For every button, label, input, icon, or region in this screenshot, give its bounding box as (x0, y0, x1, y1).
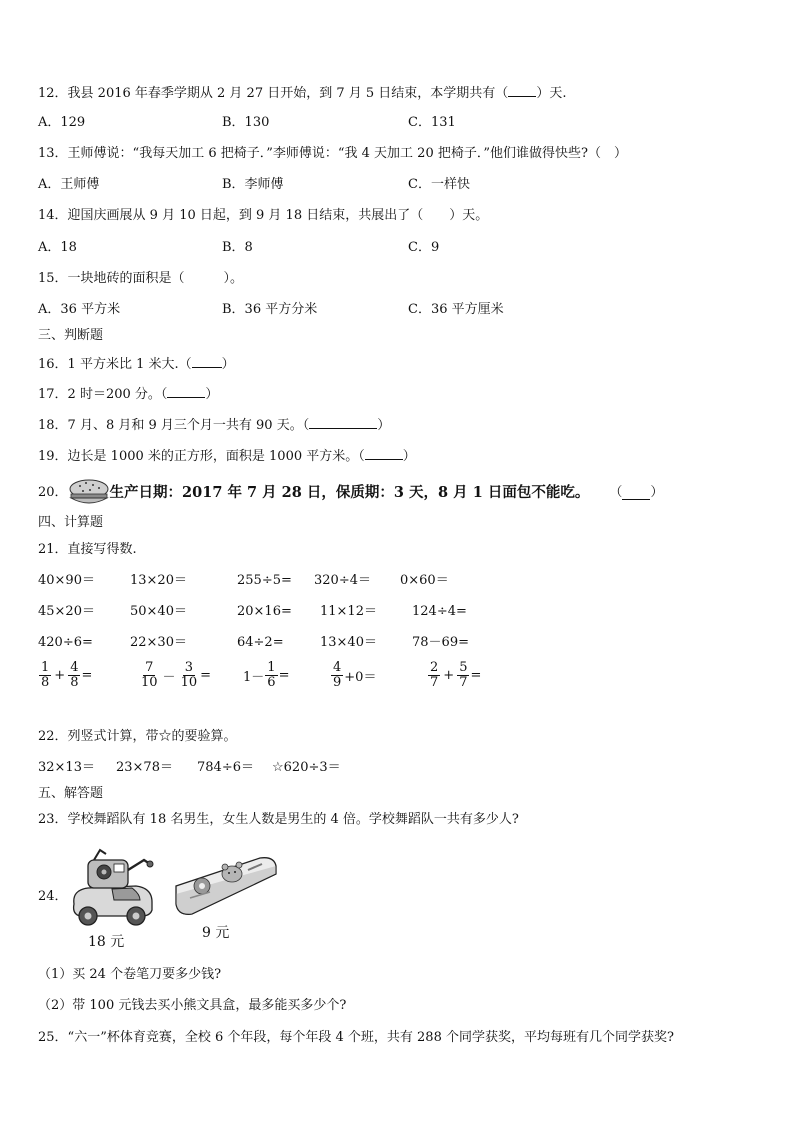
q18-tail: ） (377, 418, 391, 433)
question-17 (38, 385, 218, 403)
q19-answer-blank[interactable] (365, 447, 403, 460)
q14-option-c[interactable]: C．9 (408, 240, 440, 255)
question-25: 25．“六一”杯体育竞赛，全校 6 个年段，每个年段 4 个班，共有 288 个同学获奖，平均每班有几个同学获奖? (38, 1030, 674, 1045)
q21-fraction-expr-3: 1－ $\frac{1}{6}$ = (243, 660, 290, 690)
q21-item: 20×16= (237, 604, 292, 619)
q15-option-b[interactable]: B．36 平方分米 (222, 302, 318, 317)
q21-fraction-expr-4: $\frac{4}{9}$ +0＝ (333, 660, 377, 690)
q12-stem: 12．我县 2016 年春季学期从 2 月 27 日开始，到 7 月 5 日结束，本学期共有（ (38, 86, 509, 101)
sharpener-price: 18 元 (88, 934, 125, 950)
q16-text: 16．1 平方米比 1 米大.（ (38, 357, 192, 372)
q21-item: 13×20＝ (130, 573, 187, 588)
fraction: $\frac{1}{6}$ (267, 660, 276, 690)
q21-item: 45×20＝ (38, 604, 95, 619)
question-12 (38, 84, 566, 102)
q20-answer-blank[interactable] (622, 487, 650, 500)
q21-item: 13×40＝ (320, 635, 377, 650)
q24-subquestion-1: （1）买 24 个卷笔刀要多少钱? (38, 967, 222, 982)
q21-item: 320÷4＝ (314, 573, 371, 588)
section-heading-calculation: 四、计算题 (38, 515, 104, 530)
q20-close-paren: ） (650, 485, 664, 500)
q22-item: 784÷6＝ (197, 760, 254, 775)
fraction: $\frac{4}{8}$ (70, 660, 79, 690)
q15-option-c[interactable]: C．36 平方厘米 (408, 302, 504, 317)
q16-tail: ） (221, 357, 235, 372)
q17-tail: ） (205, 387, 219, 402)
q21-item: 0×60＝ (400, 573, 449, 588)
q12-answer-blank[interactable] (508, 84, 536, 97)
q18-text: 18．7 月、8 月和 9 月三个月一共有 90 天。（ (38, 418, 310, 433)
section-heading-judgement: 三、判断题 (38, 328, 104, 343)
q21-fraction-expr-1: $\frac{1}{8}$ + $\frac{4}{8}$ = (41, 660, 93, 690)
q17-text: 17．2 时＝200 分。（ (38, 387, 168, 402)
q21-item: 40×90＝ (38, 573, 95, 588)
q12-option-a[interactable]: A．129 (38, 115, 86, 130)
q21-item: 64÷2= (237, 635, 284, 650)
bread-icon (68, 478, 110, 508)
q12-option-c[interactable]: C．131 (408, 115, 456, 130)
fraction: $\frac{3}{10}$ (180, 660, 198, 690)
fraction: $\frac{7}{10}$ (141, 660, 158, 690)
q13-option-b[interactable]: B．李师傅 (222, 177, 284, 192)
q20-text: 生产日期：2017 年 7 月 28 日，保质期：3 天，8 月 1 日面包不能吃。 (109, 484, 590, 501)
q22-item: 23×78＝ (116, 760, 173, 775)
q13-option-c[interactable]: C．一样快 (408, 177, 470, 192)
pencil-box-price: 9 元 (202, 925, 230, 941)
fraction: $\frac{5}{7}$ (459, 660, 468, 690)
q13-option-a[interactable]: A．王师傅 (38, 177, 100, 192)
fraction: $\frac{2}{7}$ (430, 660, 439, 690)
q24-subquestion-2: （2）带 100 元钱去买小熊文具盒，最多能买多少个? (38, 998, 347, 1013)
q20-open-paren: （ (609, 485, 623, 500)
q22-item: ☆620÷3＝ (272, 760, 341, 775)
q22-title: 22．列竖式计算，带☆的要验算。 (38, 729, 237, 744)
q21-item: 11×12＝ (320, 604, 377, 619)
q21-item: 255÷5= (237, 573, 292, 588)
section-heading-solve: 五、解答题 (38, 786, 104, 801)
q14-option-b[interactable]: B．8 (222, 240, 253, 255)
question-19 (38, 447, 416, 465)
fraction: $\frac{4}{9}$ (333, 660, 342, 690)
q21-fraction-expr-2: $\frac{7}{10}$ － $\frac{3}{10}$ = (141, 660, 212, 690)
q21-item: 22×30＝ (130, 635, 187, 650)
question-18 (38, 416, 390, 434)
question-16 (38, 355, 235, 373)
q14-option-a[interactable]: A．18 (38, 240, 77, 255)
q21-item: 420÷6= (38, 635, 93, 650)
fraction: $\frac{1}{8}$ (41, 660, 50, 690)
q21-item: 78－69= (412, 635, 469, 650)
q19-text: 19．边长是 1000 米的正方形，面积是 1000 平方米。（ (38, 449, 365, 464)
pencil-sharpener-car-image (66, 842, 158, 934)
q18-answer-blank[interactable] (309, 416, 377, 429)
q15-option-a[interactable]: A．36 平方米 (38, 302, 121, 317)
q22-item: 32×13＝ (38, 760, 95, 775)
q21-item: 124÷4= (412, 604, 467, 619)
q24-number: 24． (38, 889, 68, 904)
q21-item: 50×40＝ (130, 604, 187, 619)
question-13: 13．王师傅说：“我每天加工 6 把椅子．”李师傅说：“我 4 天加工 20 把椅子．”他们谁做得快些?（ ） (38, 146, 627, 161)
q12-option-b[interactable]: B．130 (222, 115, 270, 130)
q19-tail: ） (402, 449, 416, 464)
question-20 (38, 478, 663, 508)
question-14: 14．迎国庆画展从 9 月 10 日起，到 9 月 18 日结束，共展出了（ ）天。 (38, 208, 489, 223)
q12-tail: ）天. (536, 86, 567, 101)
q17-answer-blank[interactable] (167, 385, 205, 398)
question-15: 15．一块地砖的面积是（ ）。 (38, 271, 244, 286)
q21-title: 21．直接写得数. (38, 542, 137, 557)
q20-number: 20． (38, 485, 68, 500)
q16-answer-blank[interactable] (192, 355, 222, 368)
bear-pencil-box-image (170, 852, 280, 920)
q21-fraction-expr-5: $\frac{2}{7}$ + $\frac{5}{7}$ = (430, 660, 482, 690)
question-23: 23．学校舞蹈队有 18 名男生，女生人数是男生的 4 倍。学校舞蹈队一共有多少人? (38, 812, 519, 827)
